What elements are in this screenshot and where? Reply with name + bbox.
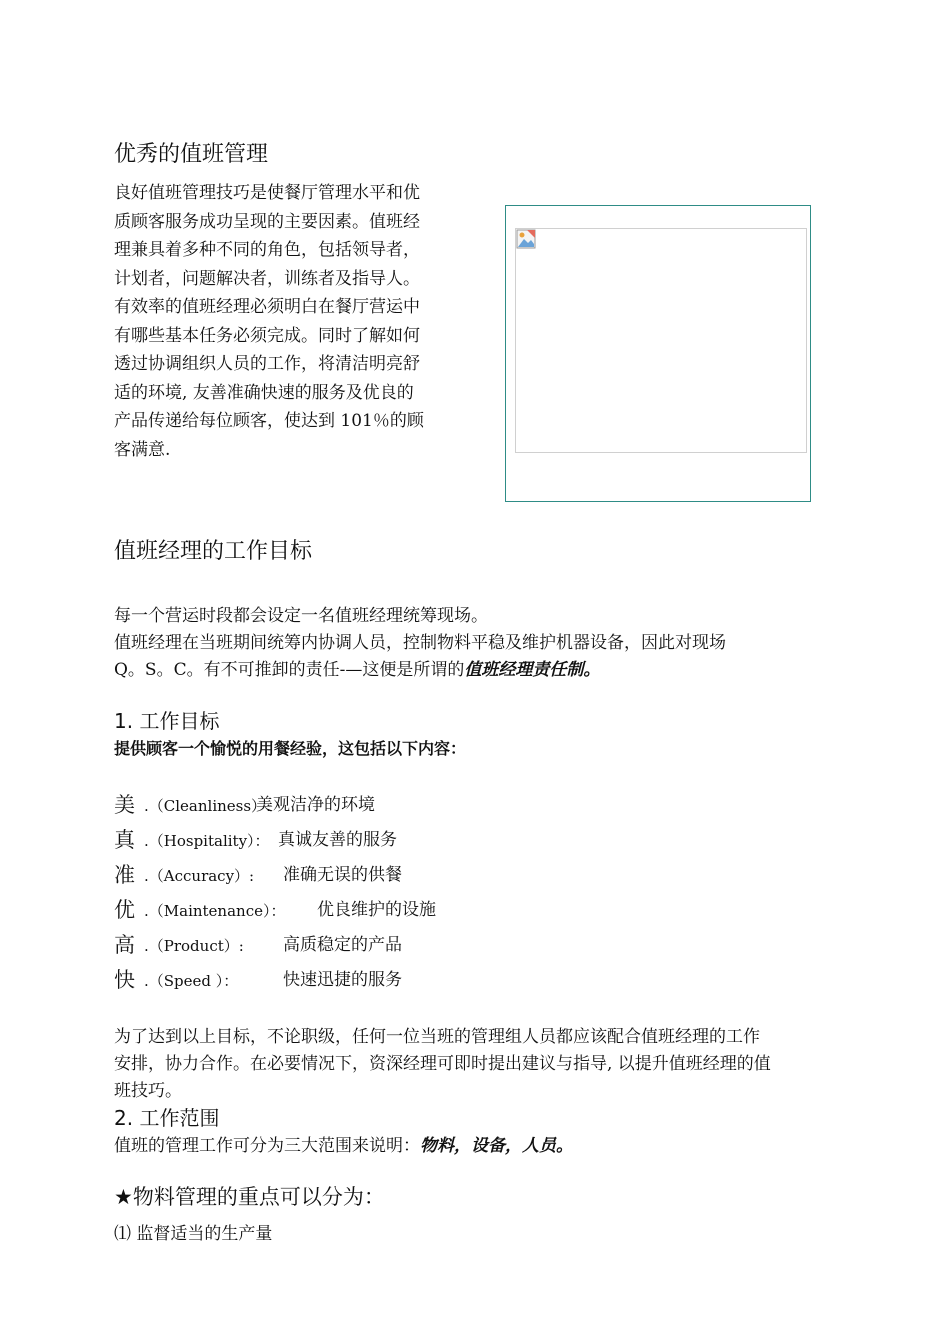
paragraph-line: 安排，协力合作。在必要情况下，资深经理可即时提出建议与指导, 以提升值班经理的值 <box>114 1054 771 1074</box>
goal-description: 美观洁净的环境 <box>256 795 375 815</box>
goal-char: 准 <box>114 863 135 887</box>
intro-line: 理兼具着多种不同的角色，包括领导者， <box>114 240 420 260</box>
goal-char: 真 <box>114 828 135 852</box>
intro-line: 产品传递给每位顾客，使达到 101％的顾 <box>114 411 424 431</box>
goal-char: 优 <box>114 898 135 922</box>
goal-char: 美 <box>114 793 135 817</box>
paragraph-line: 每一个营运时段都会设定一名值班经理统筹现场。 <box>114 606 488 626</box>
goal-english: .（Accuracy）: <box>144 867 255 885</box>
goals-heading: 1. 工作目标 <box>114 709 220 733</box>
paragraph-line: 值班经理在当班期间统筹内协调人员，控制物料平稳及维护机器设备，因此对现场 <box>114 633 726 653</box>
image-placeholder <box>515 228 807 453</box>
goal-description: 优良维护的设施 <box>317 900 436 920</box>
section-title-excellent-shift-management: 优秀的值班管理 <box>114 142 269 167</box>
paragraph-text: Q。S。C。有不可推卸的责任-—这便是所谓的 <box>114 660 465 680</box>
intro-line: 计划者，问题解决者，训练者及指导人。 <box>114 268 420 289</box>
goal-english: .（Cleanliness）: <box>144 797 272 815</box>
goal-description: 准确无误的供餐 <box>283 865 402 885</box>
goal-description: 高质稳定的产品 <box>283 935 402 955</box>
emphasis-text: 值班经理责任制。 <box>464 660 601 680</box>
star-heading-rest: 的重点可以分为： <box>216 1185 385 1209</box>
intro-paragraph <box>114 179 424 464</box>
goal-description: 真诚友善的服务 <box>278 830 397 850</box>
goal-english: .（Speed ）： <box>144 972 239 990</box>
intro-line: 透过协调组织人员的工作，将清洁明亮舒 <box>114 354 420 374</box>
intro-line: 客满意. <box>114 439 171 460</box>
image-frame <box>505 205 811 502</box>
emphasis-text: 物料，设备，人员。 <box>420 1136 573 1156</box>
material-management-heading <box>114 1182 385 1212</box>
goal-char: 快 <box>114 968 135 992</box>
intro-line: 有效率的值班经理必须明白在餐厅营运中 <box>114 297 420 317</box>
intro-line: 有哪些基本任务必须完成。同时了解如何 <box>114 325 420 346</box>
star-heading-prefix: ★物料管理 <box>114 1185 217 1209</box>
goals-subheading: 提供顾客一个愉悦的用餐经验，这包括以下内容： <box>114 739 467 758</box>
broken-image-icon <box>516 229 536 249</box>
intro-line: 良好值班管理技巧是使餐厅管理水平和优 <box>114 183 420 203</box>
goal-english: .（Maintenance）： <box>144 902 286 920</box>
paragraph-line <box>114 1133 573 1160</box>
paragraph-line: 班技巧。 <box>114 1081 182 1101</box>
scope-heading: 2. 工作范围 <box>114 1106 220 1130</box>
section-title-work-goals: 值班经理的工作目标 <box>114 539 313 564</box>
intro-line: 质顾客服务成功呈现的主要因素。值班经 <box>114 211 420 232</box>
paragraph-line <box>114 657 600 684</box>
goal-english: .（Product）: <box>144 937 244 955</box>
goal-english: .（Hospitality）： <box>144 832 270 850</box>
goal-char: 高 <box>114 933 135 957</box>
list-item: ⑴ 监督适当的生产量 <box>114 1224 273 1244</box>
intro-line: 适的环境, 友善准确快速的服务及优良的 <box>114 382 414 403</box>
paragraph-text: 值班的管理工作可分为三大范围来说明： <box>114 1136 420 1156</box>
goal-description: 快速迅捷的服务 <box>283 970 402 990</box>
paragraph-line: 为了达到以上目标，不论职级，任何一位当班的管理组人员都应该配合值班经理的工作 <box>114 1027 760 1047</box>
